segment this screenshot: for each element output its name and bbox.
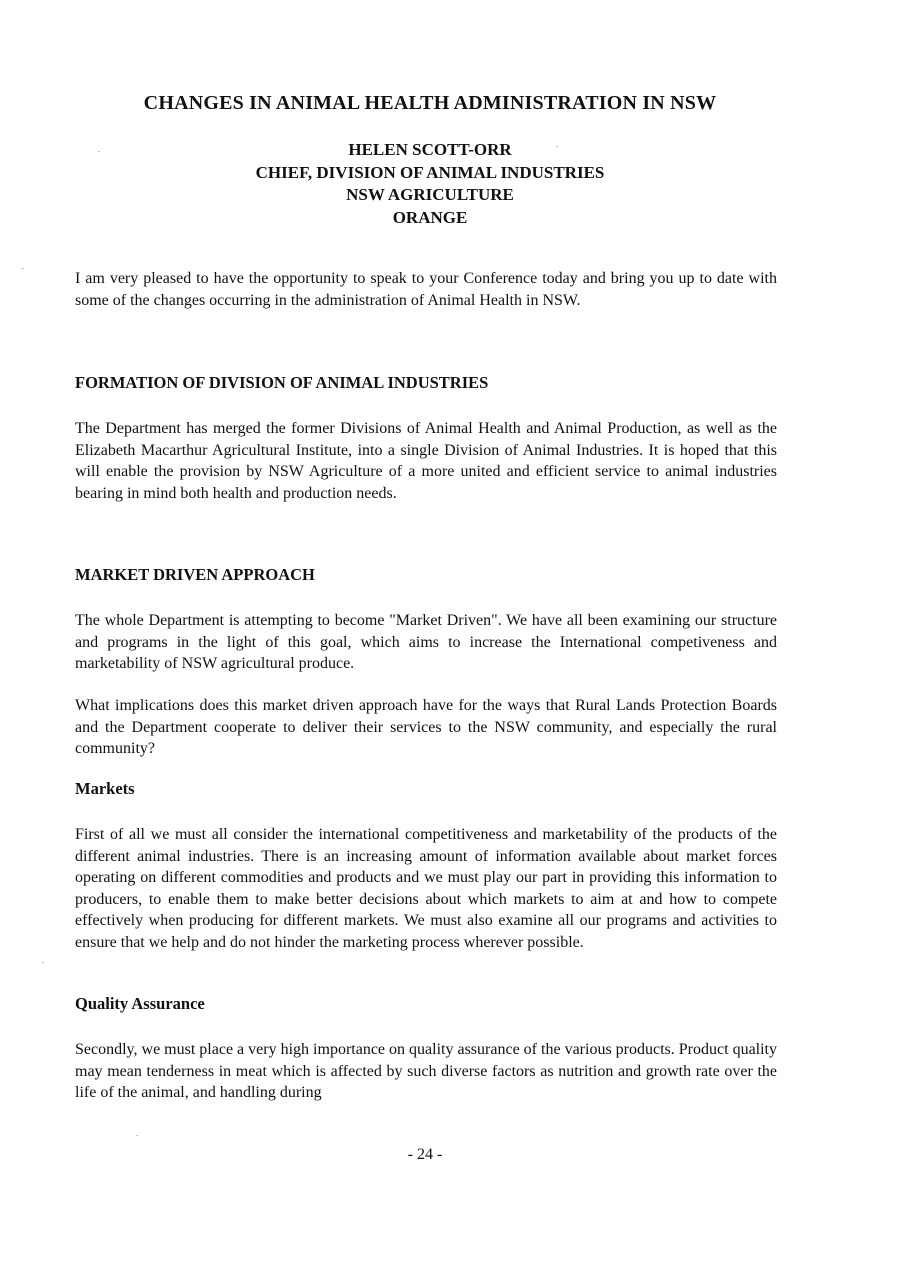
author-location: ORANGE [392, 207, 468, 227]
scan-speck [556, 146, 558, 147]
body-paragraph: What implications does this market driven approach have for the ways that Rural Lands Protection Boards and the Department cooperate to deliver their services to the NSW community, and especially the rural community? [75, 697, 777, 757]
author-organisation: NSW AGRICULTURE [346, 185, 514, 204]
body-paragraph: The whole Department is attempting to become "Market Driven". We have all been examining our structure and programs in the light of this goal, which aims to increase the International competiveness and marketability of NSW agricultural produce. [75, 612, 777, 672]
document-title: CHANGES IN ANIMAL HEALTH ADMINISTRATION IN NSW [143, 92, 717, 114]
body-paragraph: Secondly, we must place a very high importance on quality assurance of the various products. Product quality may mean tenderness in meat which is affected by such diverse factors as nutrition and growth rate over the life of the animal, and handling during [75, 1041, 777, 1101]
intro-paragraph: I am very pleased to have the opportunity to speak to your Conference today and bring you up to date with some of the changes occurring in the administration of Animal Health in NSW. [75, 270, 777, 309]
subsection-heading: Markets [75, 779, 135, 798]
body-paragraph: First of all we must all consider the international competitiveness and marketability of the products of the different animal industries. There is an increasing amount of information available about market forces operating on different commodities and products and we must play our part in providing this information to producers, to enable them to make better decisions about which markets to aim at and how to compete effectively when producing for different markets. We must also examine all our programs and activities to ensure that we help and do not hinder the marketing process wherever possible. [75, 826, 777, 951]
author-position: CHIEF, DIVISION OF ANIMAL INDUSTRIES [255, 162, 605, 182]
page-number: - 24 - [407, 1146, 443, 1163]
body-paragraph: The Department has merged the former Divisions of Animal Health and Animal Production, as well as the Elizabeth Macarthur Agricultural Institute, into a single Division of Animal Industries. It is hoped that this will enable the provision by NSW Agriculture of a more united and efficient service to animal industries bearing in mind both health and production needs. [75, 420, 777, 502]
scan-speck [22, 268, 24, 269]
author-name: HELEN SCOTT-ORR [348, 140, 512, 159]
subsection-heading: Quality Assurance [75, 994, 205, 1013]
section-heading: FORMATION OF DIVISION OF ANIMAL INDUSTRIES [75, 373, 489, 392]
scan-speck [98, 151, 100, 152]
author-block [0, 139, 860, 229]
section-heading: MARKET DRIVEN APPROACH [75, 565, 315, 584]
scan-speck [136, 1135, 138, 1136]
scan-speck [42, 962, 44, 963]
